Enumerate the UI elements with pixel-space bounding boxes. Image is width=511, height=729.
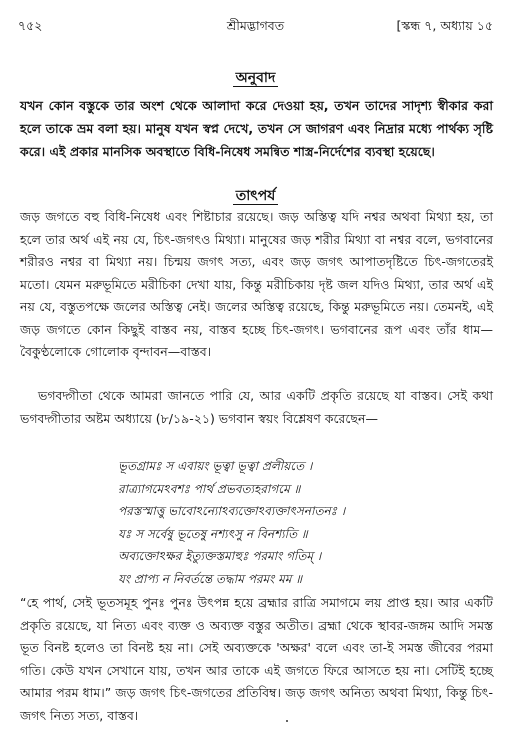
verse-line: ভূতগ্রামঃ স এবায়ং ভূত্বা ভূত্বা প্রলীয়তে । xyxy=(118,459,313,473)
verse-line: রাত্র্যাগমেঽবশঃ পার্থ প্রভবত্যহরাগমে ॥ xyxy=(118,481,301,496)
book-title: শ্রীমদ্ভাগবত xyxy=(226,18,285,33)
verse-line: যং প্রাপ্য ন নিবর্তন্তে তদ্ধাম পরমং মম ॥ xyxy=(118,571,303,586)
page-header xyxy=(18,18,493,36)
translation-heading: অনুবাদ xyxy=(0,66,511,90)
verse-line: অব্যক্তোঽক্ষর ইত্যুক্তস্তমাহুঃ পরমাং গতিম্ । xyxy=(118,549,322,563)
sanskrit-verse xyxy=(118,455,493,590)
translation-text: যখন কোন বস্তুকে তার অংশ থেকে আলাদা করে দেওয়া হয়, তখন তাদের সাদৃশ্য স্বীকার করা হলে তাকে ভ্রম বলা হয়। মানুষ যখন স্বপ্ন দেখে, তখন সে জাগরণ এবং নিদ্রার মধ্যে পার্থক্য সৃষ্টি করে। এই প্রকার মানসিক অবস্থাতে বিধি-নিষেধ সমন্বিত শাস্ত্র-নির্দেশের ব্যবস্থা হয়েছে। xyxy=(20,98,493,159)
verse-line: যঃ স সর্বেষু ভূতেষু নশ্যৎসু ন বিনশ্যতি ॥ xyxy=(118,526,308,541)
chapter-reference: [স্কন্ধ ৭, অধ্যায় ১৫ xyxy=(396,18,493,33)
page-number: ৭৫২ xyxy=(18,18,43,33)
purport-paragraph-1: জড় জগতে বহু বিধি-নিষেধ এবং শিষ্টাচার রয়েছে। জড় অস্তিত্ব যদি নশ্বর অথবা মিথ্যা হয়, তা হলে তার অর্থ এই নয় যে, চিৎ-জগৎও মিথ্যা। মানুষের জড় শরীর মিথ্যা বা নশ্বর বলে, ভগবানের শরীরও নশ্বর বা মিথ্যা নয়। চিন্ময় জগৎ সত্য, এবং জড় জগৎ আপাতদৃষ্টিতে চিৎ-জগতেরই মতো। যেমন মরুভূমিতে মরীচিকা দেখা যায়, কিন্তু মরীচিকায় দৃষ্ট জল যদিও মিথ্যা, তার অর্থ এই নয় যে, বস্তুতপক্ষে জলের অস্তিত্ব নেই। জলের অস্তিত্ব রয়েছে, কিন্তু মরুভূমিতে নয়। তেমনই, এই জড় জগতে কোন কিছুই বাস্তব নয়, বাস্তব হচ্ছে চিৎ-জগৎ। ভগবানের রূপ এবং তাঁর ধাম—বৈকুণ্ঠলোকে গোলোক বৃন্দাবন—বাস্তব। xyxy=(20,209,493,359)
verse-line: পরস্তস্মাত্তু ভাবোঽন্যোঽব্যক্তোঽব্যক্তাৎসনাতনঃ । xyxy=(118,504,346,518)
purport-paragraph-2: ভগবদ্গীতা থেকে আমরা জানতে পারি যে, আর একটি প্রকৃতি রয়েছে যা বাস্তব। সেই কথা ভগবদ্গীতার অষ্টম অধ্যায়ে (৮/১৯-২১) ভগবান স্বয়ং বিশ্লেষণ করেছেন— xyxy=(20,388,493,426)
purport-heading: তাৎপর্য xyxy=(0,184,511,208)
print-speck xyxy=(286,720,288,722)
purport-paragraph-3: “হে পার্থ, সেই ভূতসমূহ পুনঃ পুনঃ উৎপন্ন হয়ে ব্রহ্মার রাত্রি সমাগমে লয় প্রাপ্ত হয়। আর একটি প্রকৃতি রয়েছে, যা নিত্য এবং ব্যক্ত ও অব্যক্ত বস্তুর অতীত। ব্রহ্মা থেকে স্থাবর-জঙ্গম আদি সমস্ত ভূত বিনষ্ট হলেও তা বিনষ্ট হয় না। সেই অব্যক্তকে 'অক্ষর' বলে এবং তা-ই সমস্ত জীবের পরমা গতি। কেউ যখন সেখানে যায়, তখন আর তাকে এই জগতে ফিরে আসতে হয় না। সেটিই হচ্ছে আমার পরম ধাম।” জড় জগৎ চিৎ-জগতের প্রতিবিম্ব। জড় জগৎ অনিত্য অথবা মিথ্যা, কিন্তু চিৎ-জগৎ নিত্য সত্য, বাস্তব। xyxy=(20,595,493,723)
